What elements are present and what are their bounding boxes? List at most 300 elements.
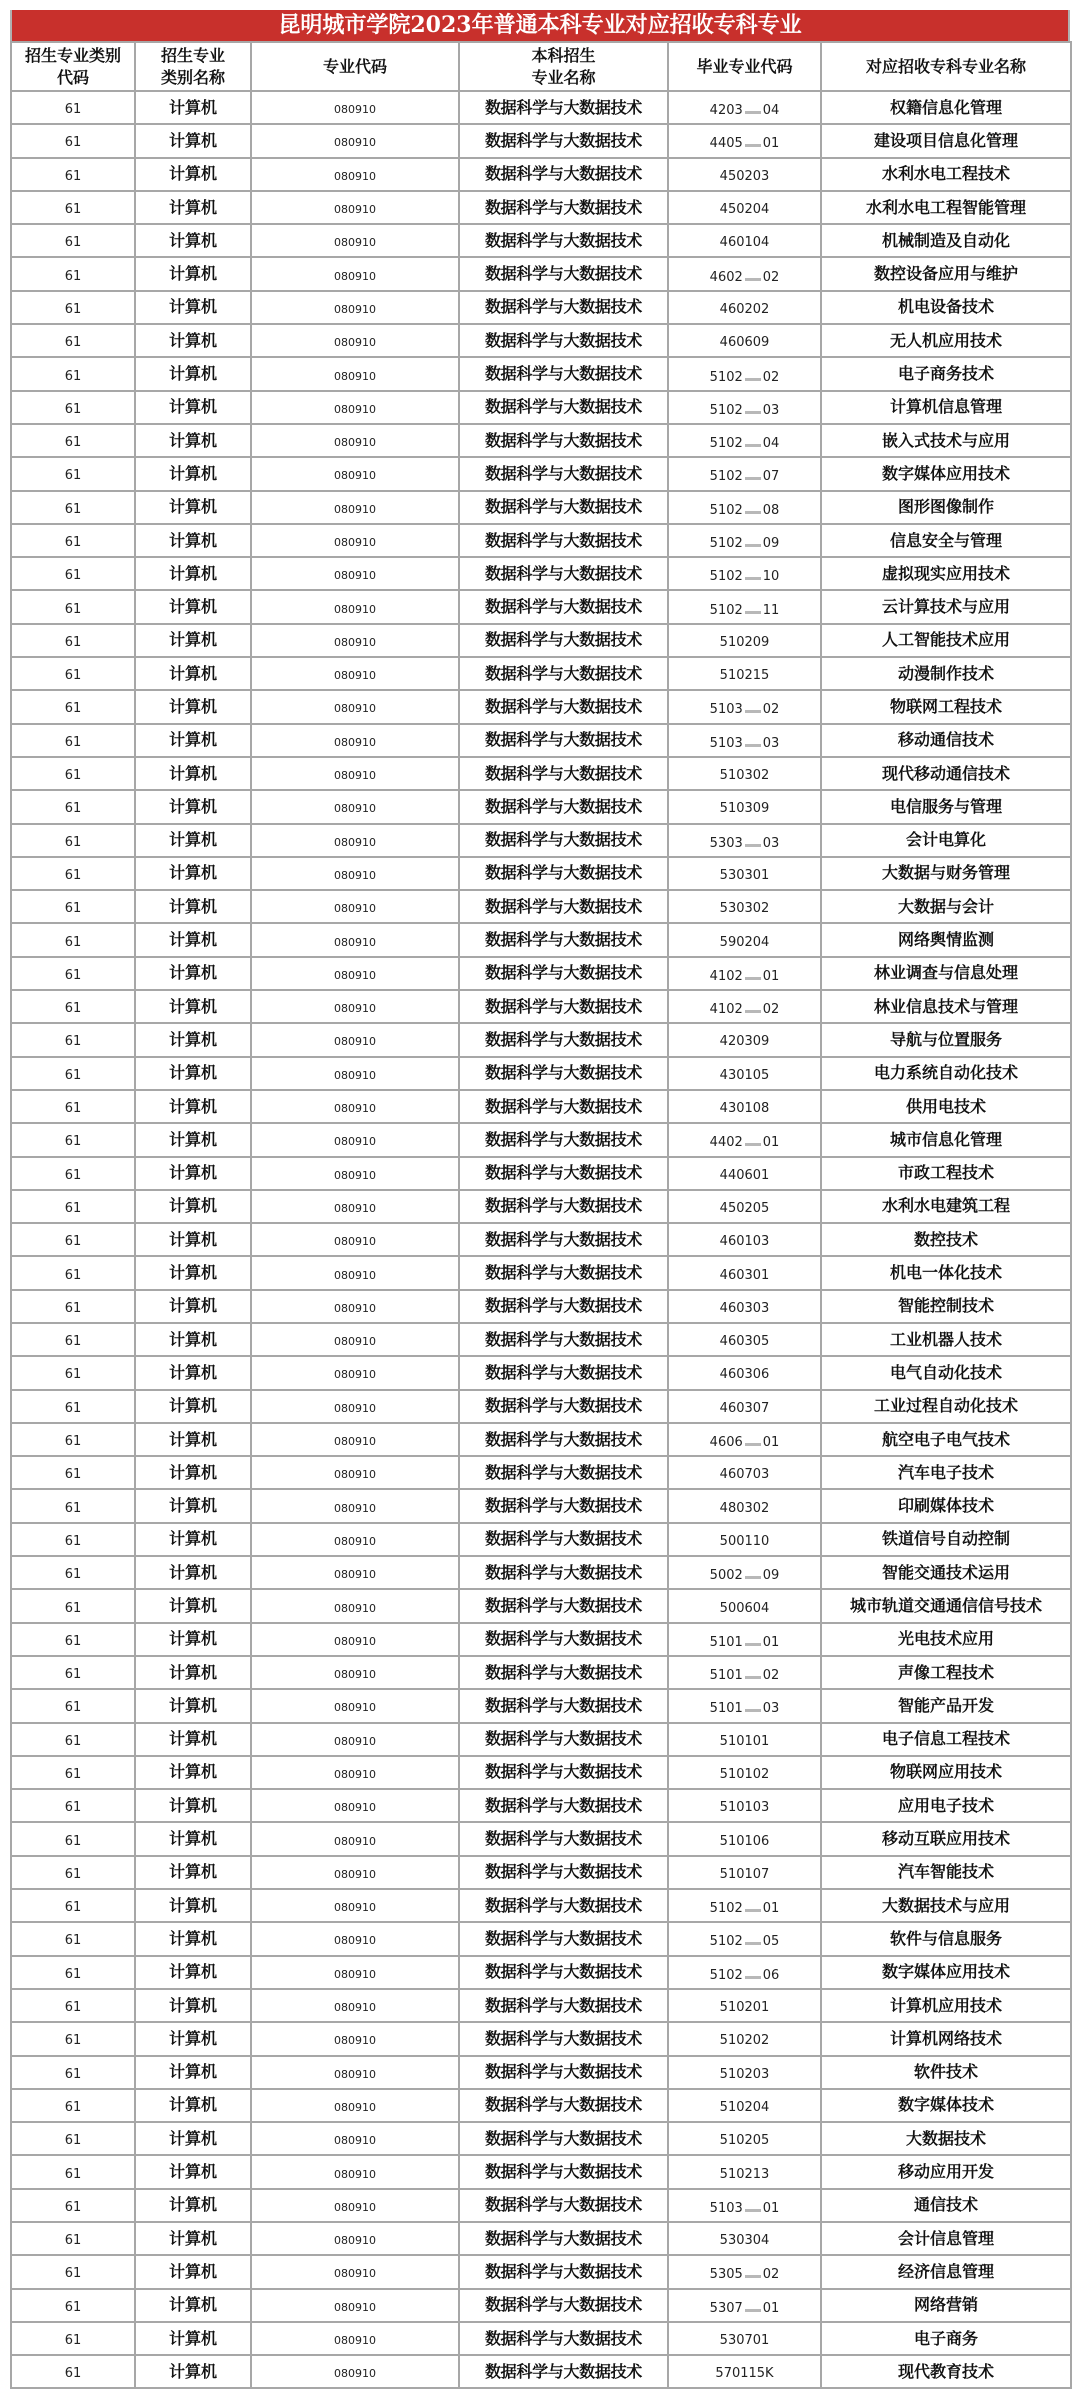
table-row bbox=[11, 158, 1071, 191]
category-name-cell: 计算机 bbox=[135, 1989, 251, 2022]
major-name-cell: 数据科学与大数据技术 bbox=[459, 2155, 668, 2188]
table-row bbox=[11, 524, 1071, 557]
major-name-cell: 数据科学与大数据技术 bbox=[459, 191, 668, 224]
major-code-cell: 080910 bbox=[251, 1723, 459, 1756]
category-name-cell: 计算机 bbox=[135, 1556, 251, 1589]
category-code-cell: 61 bbox=[11, 1523, 135, 1556]
college-major-name-cell: 会计电算化 bbox=[821, 824, 1071, 857]
header-college-major-name bbox=[821, 42, 1071, 91]
college-major-name-cell: 工业机器人技术 bbox=[821, 1323, 1071, 1356]
table-row bbox=[11, 191, 1071, 224]
major-name-cell: 数据科学与大数据技术 bbox=[459, 824, 668, 857]
major-code-cell: 080910 bbox=[251, 724, 459, 757]
major-code-cell: 080910 bbox=[251, 1290, 459, 1323]
code-blank bbox=[745, 1133, 761, 1146]
major-name-cell: 数据科学与大数据技术 bbox=[459, 890, 668, 923]
major-name-cell: 数据科学与大数据技术 bbox=[459, 1190, 668, 1223]
category-code-cell: 61 bbox=[11, 1057, 135, 1090]
grad-code-cell: 5102 02 bbox=[668, 357, 821, 390]
table-row bbox=[11, 2289, 1071, 2322]
table-row bbox=[11, 2022, 1071, 2055]
major-name-cell: 数据科学与大数据技术 bbox=[459, 1656, 668, 1689]
major-name-cell: 数据科学与大数据技术 bbox=[459, 491, 668, 524]
table-row bbox=[11, 1856, 1071, 1889]
major-code-cell: 080910 bbox=[251, 91, 459, 124]
category-name-cell: 计算机 bbox=[135, 1689, 251, 1722]
code-blank bbox=[745, 2265, 761, 2278]
category-code-cell: 61 bbox=[11, 91, 135, 124]
code-blank bbox=[745, 834, 761, 847]
table-row bbox=[11, 657, 1071, 690]
grad-code-cell: 4203 04 bbox=[668, 91, 821, 124]
category-code-cell: 61 bbox=[11, 957, 135, 990]
category-name-cell: 计算机 bbox=[135, 324, 251, 357]
major-name-cell: 数据科学与大数据技术 bbox=[459, 2289, 668, 2322]
code-blank bbox=[745, 401, 761, 414]
college-major-name-cell: 光电技术应用 bbox=[821, 1623, 1071, 1656]
college-major-name-cell: 印刷媒体技术 bbox=[821, 1489, 1071, 1522]
major-name-cell: 数据科学与大数据技术 bbox=[459, 1157, 668, 1190]
grad-code-cell: 450205 bbox=[668, 1190, 821, 1223]
category-code-cell: 61 bbox=[11, 1190, 135, 1223]
major-name-cell: 数据科学与大数据技术 bbox=[459, 1057, 668, 1090]
college-major-name-cell: 通信技术 bbox=[821, 2189, 1071, 2222]
grad-code-cell: 450204 bbox=[668, 191, 821, 224]
category-name-cell: 计算机 bbox=[135, 1789, 251, 1822]
major-code-cell: 080910 bbox=[251, 391, 459, 424]
major-name-cell: 数据科学与大数据技术 bbox=[459, 2222, 668, 2255]
table-body bbox=[11, 91, 1071, 2388]
category-code-cell: 61 bbox=[11, 124, 135, 157]
header-text: 类别名称 bbox=[160, 67, 225, 87]
table-row bbox=[11, 1256, 1071, 1289]
major-name-cell: 数据科学与大数据技术 bbox=[459, 724, 668, 757]
code-blank bbox=[745, 1699, 761, 1712]
college-major-name-cell: 动漫制作技术 bbox=[821, 657, 1071, 690]
table-row bbox=[11, 1290, 1071, 1323]
major-code-cell: 080910 bbox=[251, 257, 459, 290]
major-name-cell: 数据科学与大数据技术 bbox=[459, 1589, 668, 1622]
college-major-name-cell: 市政工程技术 bbox=[821, 1157, 1071, 1190]
major-name-cell: 数据科学与大数据技术 bbox=[459, 424, 668, 457]
category-name-cell: 计算机 bbox=[135, 224, 251, 257]
code-blank bbox=[745, 1666, 761, 1679]
college-major-name-cell: 机械制造及自动化 bbox=[821, 224, 1071, 257]
category-name-cell: 计算机 bbox=[135, 1922, 251, 1955]
table-row bbox=[11, 1623, 1071, 1656]
college-major-name-cell: 人工智能技术应用 bbox=[821, 624, 1071, 657]
major-code-cell: 080910 bbox=[251, 291, 459, 324]
major-code-cell: 080910 bbox=[251, 224, 459, 257]
category-code-cell: 61 bbox=[11, 824, 135, 857]
grad-code-cell: 5002 09 bbox=[668, 1556, 821, 1589]
major-code-cell: 080910 bbox=[251, 424, 459, 457]
code-blank bbox=[745, 1566, 761, 1579]
category-name-cell: 计算机 bbox=[135, 1390, 251, 1423]
category-code-cell: 61 bbox=[11, 2222, 135, 2255]
major-code-cell: 080910 bbox=[251, 2322, 459, 2355]
table-row bbox=[11, 957, 1071, 990]
category-name-cell: 计算机 bbox=[135, 2155, 251, 2188]
grad-code-cell: 510103 bbox=[668, 1789, 821, 1822]
major-code-cell: 080910 bbox=[251, 923, 459, 956]
category-code-cell: 61 bbox=[11, 690, 135, 723]
grad-code-cell: 460202 bbox=[668, 291, 821, 324]
major-code-cell: 080910 bbox=[251, 1523, 459, 1556]
category-code-cell: 61 bbox=[11, 1956, 135, 1989]
category-name-cell: 计算机 bbox=[135, 357, 251, 390]
grad-code-cell: 460303 bbox=[668, 1290, 821, 1323]
grad-code-cell: 5102 06 bbox=[668, 1956, 821, 1989]
category-code-cell: 61 bbox=[11, 2289, 135, 2322]
college-major-name-cell: 现代教育技术 bbox=[821, 2355, 1071, 2388]
grad-code-cell: 5305 02 bbox=[668, 2255, 821, 2288]
major-name-cell: 数据科学与大数据技术 bbox=[459, 657, 668, 690]
college-major-name-cell: 网络舆情监测 bbox=[821, 923, 1071, 956]
table-row bbox=[11, 923, 1071, 956]
grad-code-cell: 590204 bbox=[668, 923, 821, 956]
header-text: 专业名称 bbox=[531, 67, 596, 87]
college-major-name-cell: 铁道信号自动控制 bbox=[821, 1523, 1071, 1556]
major-name-cell: 数据科学与大数据技术 bbox=[459, 91, 668, 124]
grad-code-cell: 460307 bbox=[668, 1390, 821, 1423]
table-row bbox=[11, 990, 1071, 1023]
table-row bbox=[11, 1789, 1071, 1822]
major-code-cell: 080910 bbox=[251, 1356, 459, 1389]
code-blank bbox=[745, 1633, 761, 1646]
table-row bbox=[11, 257, 1071, 290]
category-code-cell: 61 bbox=[11, 2355, 135, 2388]
grad-code-cell: 5101 01 bbox=[668, 1623, 821, 1656]
grad-code-cell: 510213 bbox=[668, 2155, 821, 2188]
category-name-cell: 计算机 bbox=[135, 2122, 251, 2155]
category-code-cell: 61 bbox=[11, 158, 135, 191]
category-code-cell: 61 bbox=[11, 1323, 135, 1356]
table-row bbox=[11, 790, 1071, 823]
table-row bbox=[11, 1956, 1071, 1989]
table-row bbox=[11, 1090, 1071, 1123]
category-name-cell: 计算机 bbox=[135, 2089, 251, 2122]
major-name-cell: 数据科学与大数据技术 bbox=[459, 2022, 668, 2055]
category-code-cell: 61 bbox=[11, 857, 135, 890]
code-blank bbox=[745, 1000, 761, 1013]
header-text: 代码 bbox=[56, 67, 89, 87]
college-major-name-cell: 数控设备应用与维护 bbox=[821, 257, 1071, 290]
grad-code-cell: 440601 bbox=[668, 1157, 821, 1190]
table-row bbox=[11, 2056, 1071, 2089]
major-code-cell: 080910 bbox=[251, 1023, 459, 1056]
major-code-cell: 080910 bbox=[251, 624, 459, 657]
category-name-cell: 计算机 bbox=[135, 1190, 251, 1223]
table-row bbox=[11, 1423, 1071, 1456]
table-row bbox=[11, 224, 1071, 257]
grad-code-cell: 460104 bbox=[668, 224, 821, 257]
header-text: 对应招收专科专业名称 bbox=[865, 56, 1026, 76]
grad-code-cell: 510107 bbox=[668, 1856, 821, 1889]
grad-code-cell: 510215 bbox=[668, 657, 821, 690]
college-major-name-cell: 数字媒体应用技术 bbox=[821, 1956, 1071, 1989]
grad-code-cell: 460703 bbox=[668, 1456, 821, 1489]
major-code-cell: 080910 bbox=[251, 1489, 459, 1522]
category-code-cell: 61 bbox=[11, 1623, 135, 1656]
category-code-cell: 61 bbox=[11, 1789, 135, 1822]
grad-code-cell: 510101 bbox=[668, 1723, 821, 1756]
college-major-name-cell: 城市信息化管理 bbox=[821, 1123, 1071, 1156]
table-row bbox=[11, 424, 1071, 457]
college-major-name-cell: 智能交通技术运用 bbox=[821, 1556, 1071, 1589]
major-name-cell: 数据科学与大数据技术 bbox=[459, 1023, 668, 1056]
major-name-cell: 数据科学与大数据技术 bbox=[459, 1223, 668, 1256]
category-code-cell: 61 bbox=[11, 1290, 135, 1323]
table-row bbox=[11, 1356, 1071, 1389]
college-major-name-cell: 大数据技术 bbox=[821, 2122, 1071, 2155]
major-name-cell: 数据科学与大数据技术 bbox=[459, 1123, 668, 1156]
major-code-cell: 080910 bbox=[251, 790, 459, 823]
category-name-cell: 计算机 bbox=[135, 1356, 251, 1389]
grad-code-cell: 4405 01 bbox=[668, 124, 821, 157]
grad-code-cell: 460306 bbox=[668, 1356, 821, 1389]
college-major-name-cell: 电子商务技术 bbox=[821, 357, 1071, 390]
major-code-cell: 080910 bbox=[251, 1623, 459, 1656]
major-name-cell: 数据科学与大数据技术 bbox=[459, 2122, 668, 2155]
category-name-cell: 计算机 bbox=[135, 590, 251, 623]
category-name-cell: 计算机 bbox=[135, 457, 251, 490]
table-row bbox=[11, 690, 1071, 723]
category-code-cell: 61 bbox=[11, 757, 135, 790]
category-name-cell: 计算机 bbox=[135, 1956, 251, 1989]
table-row bbox=[11, 1123, 1071, 1156]
college-major-name-cell: 经济信息管理 bbox=[821, 2255, 1071, 2288]
grad-code-cell: 530301 bbox=[668, 857, 821, 890]
major-code-cell: 080910 bbox=[251, 2022, 459, 2055]
grad-code-cell: 450203 bbox=[668, 158, 821, 191]
table-row bbox=[11, 2355, 1071, 2388]
college-major-name-cell: 航空电子电气技术 bbox=[821, 1423, 1071, 1456]
college-major-name-cell: 机电一体化技术 bbox=[821, 1256, 1071, 1289]
grad-code-cell: 5102 10 bbox=[668, 557, 821, 590]
header-text: 专业代码 bbox=[322, 56, 387, 76]
table-row bbox=[11, 457, 1071, 490]
category-name-cell: 计算机 bbox=[135, 257, 251, 290]
major-name-cell: 数据科学与大数据技术 bbox=[459, 1323, 668, 1356]
code-blank bbox=[745, 1433, 761, 1446]
category-name-cell: 计算机 bbox=[135, 424, 251, 457]
category-code-cell: 61 bbox=[11, 324, 135, 357]
major-code-cell: 080910 bbox=[251, 324, 459, 357]
major-code-cell: 080910 bbox=[251, 124, 459, 157]
category-name-cell: 计算机 bbox=[135, 124, 251, 157]
major-name-cell: 数据科学与大数据技术 bbox=[459, 1290, 668, 1323]
major-name-cell: 数据科学与大数据技术 bbox=[459, 158, 668, 191]
major-name-cell: 数据科学与大数据技术 bbox=[459, 1889, 668, 1922]
table-row bbox=[11, 1456, 1071, 1489]
college-major-name-cell: 供用电技术 bbox=[821, 1090, 1071, 1123]
category-code-cell: 61 bbox=[11, 590, 135, 623]
major-code-cell: 080910 bbox=[251, 2122, 459, 2155]
grad-code-cell: 4402 01 bbox=[668, 1123, 821, 1156]
category-name-cell: 计算机 bbox=[135, 158, 251, 191]
college-major-name-cell: 林业调查与信息处理 bbox=[821, 957, 1071, 990]
category-name-cell: 计算机 bbox=[135, 1489, 251, 1522]
table-row bbox=[11, 557, 1071, 590]
header-text: 招生专业 bbox=[160, 45, 225, 65]
major-code-cell: 080910 bbox=[251, 1390, 459, 1423]
major-code-cell: 080910 bbox=[251, 1856, 459, 1889]
table-row bbox=[11, 1523, 1071, 1556]
table-row bbox=[11, 1922, 1071, 1955]
table-row bbox=[11, 2255, 1071, 2288]
college-major-name-cell: 水利水电工程技术 bbox=[821, 158, 1071, 191]
category-code-cell: 61 bbox=[11, 524, 135, 557]
category-name-cell: 计算机 bbox=[135, 557, 251, 590]
category-code-cell: 61 bbox=[11, 1223, 135, 1256]
code-blank bbox=[745, 268, 761, 281]
college-major-name-cell: 移动通信技术 bbox=[821, 724, 1071, 757]
college-major-name-cell: 城市轨道交通通信信号技术 bbox=[821, 1589, 1071, 1622]
category-name-cell: 计算机 bbox=[135, 491, 251, 524]
major-code-cell: 080910 bbox=[251, 890, 459, 923]
category-code-cell: 61 bbox=[11, 2122, 135, 2155]
major-name-cell: 数据科学与大数据技术 bbox=[459, 2089, 668, 2122]
major-name-cell: 数据科学与大数据技术 bbox=[459, 324, 668, 357]
major-code-cell: 080910 bbox=[251, 2355, 459, 2388]
table-row bbox=[11, 2122, 1071, 2155]
major-name-cell: 数据科学与大数据技术 bbox=[459, 1256, 668, 1289]
major-code-cell: 080910 bbox=[251, 457, 459, 490]
major-name-cell: 数据科学与大数据技术 bbox=[459, 2355, 668, 2388]
category-name-cell: 计算机 bbox=[135, 1223, 251, 1256]
major-name-cell: 数据科学与大数据技术 bbox=[459, 1723, 668, 1756]
grad-code-cell: 460305 bbox=[668, 1323, 821, 1356]
category-code-cell: 61 bbox=[11, 2056, 135, 2089]
college-major-name-cell: 大数据与会计 bbox=[821, 890, 1071, 923]
category-name-cell: 计算机 bbox=[135, 1090, 251, 1123]
grad-code-cell: 5103 01 bbox=[668, 2189, 821, 2222]
grad-code-cell: 460301 bbox=[668, 1256, 821, 1289]
category-code-cell: 61 bbox=[11, 923, 135, 956]
college-major-name-cell: 数字媒体技术 bbox=[821, 2089, 1071, 2122]
category-name-cell: 计算机 bbox=[135, 1856, 251, 1889]
major-code-cell: 080910 bbox=[251, 2089, 459, 2122]
grad-code-cell: 510202 bbox=[668, 2022, 821, 2055]
major-code-cell: 080910 bbox=[251, 2289, 459, 2322]
college-major-name-cell: 电子商务 bbox=[821, 2322, 1071, 2355]
major-name-cell: 数据科学与大数据技术 bbox=[459, 1856, 668, 1889]
major-name-cell: 数据科学与大数据技术 bbox=[459, 1756, 668, 1789]
document bbox=[10, 10, 1070, 2389]
category-name-cell: 计算机 bbox=[135, 1889, 251, 1922]
major-name-cell: 数据科学与大数据技术 bbox=[459, 1356, 668, 1389]
table-row bbox=[11, 357, 1071, 390]
major-name-cell: 数据科学与大数据技术 bbox=[459, 224, 668, 257]
table-row bbox=[11, 124, 1071, 157]
grad-code-cell: 510205 bbox=[668, 2122, 821, 2155]
category-code-cell: 61 bbox=[11, 1356, 135, 1389]
major-code-cell: 080910 bbox=[251, 1889, 459, 1922]
category-code-cell: 61 bbox=[11, 1856, 135, 1889]
college-major-name-cell: 水利水电建筑工程 bbox=[821, 1190, 1071, 1223]
grad-code-cell: 530302 bbox=[668, 890, 821, 923]
major-code-cell: 080910 bbox=[251, 1989, 459, 2022]
category-name-cell: 计算机 bbox=[135, 757, 251, 790]
code-blank bbox=[745, 1899, 761, 1912]
major-code-cell: 080910 bbox=[251, 1956, 459, 1989]
code-blank bbox=[745, 700, 761, 713]
grad-code-cell: 5102 05 bbox=[668, 1922, 821, 1955]
major-name-cell: 数据科学与大数据技术 bbox=[459, 2322, 668, 2355]
grad-code-cell: 500110 bbox=[668, 1523, 821, 1556]
grad-code-cell: 5102 07 bbox=[668, 457, 821, 490]
table-row bbox=[11, 824, 1071, 857]
category-name-cell: 计算机 bbox=[135, 2189, 251, 2222]
code-blank bbox=[745, 734, 761, 747]
table-row bbox=[11, 1989, 1071, 2022]
category-code-cell: 61 bbox=[11, 1723, 135, 1756]
major-name-cell: 数据科学与大数据技术 bbox=[459, 624, 668, 657]
grad-code-cell: 5307 01 bbox=[668, 2289, 821, 2322]
college-major-name-cell: 信息安全与管理 bbox=[821, 524, 1071, 557]
major-name-cell: 数据科学与大数据技术 bbox=[459, 690, 668, 723]
grad-code-cell: 5102 04 bbox=[668, 424, 821, 457]
table-title: 昆明城市学院2023年普通本科专业对应招收专科专业 bbox=[10, 10, 1070, 41]
category-code-cell: 61 bbox=[11, 2022, 135, 2055]
college-major-name-cell: 会计信息管理 bbox=[821, 2222, 1071, 2255]
grad-code-cell: 4102 01 bbox=[668, 957, 821, 990]
category-code-cell: 61 bbox=[11, 224, 135, 257]
table-row bbox=[11, 590, 1071, 623]
category-code-cell: 61 bbox=[11, 2155, 135, 2188]
category-code-cell: 61 bbox=[11, 1656, 135, 1689]
category-name-cell: 计算机 bbox=[135, 957, 251, 990]
table-row bbox=[11, 890, 1071, 923]
grad-code-cell: 5102 03 bbox=[668, 391, 821, 424]
category-code-cell: 61 bbox=[11, 1689, 135, 1722]
major-name-cell: 数据科学与大数据技术 bbox=[459, 2255, 668, 2288]
major-name-cell: 数据科学与大数据技术 bbox=[459, 1822, 668, 1855]
major-code-cell: 080910 bbox=[251, 857, 459, 890]
category-code-cell: 61 bbox=[11, 624, 135, 657]
college-major-name-cell: 图形图像制作 bbox=[821, 491, 1071, 524]
table-row bbox=[11, 624, 1071, 657]
college-major-name-cell: 电信服务与管理 bbox=[821, 790, 1071, 823]
table-row bbox=[11, 1822, 1071, 1855]
major-code-cell: 080910 bbox=[251, 158, 459, 191]
code-blank bbox=[745, 501, 761, 514]
table-row bbox=[11, 1489, 1071, 1522]
major-code-cell: 080910 bbox=[251, 1157, 459, 1190]
category-name-cell: 计算机 bbox=[135, 191, 251, 224]
category-code-cell: 61 bbox=[11, 1456, 135, 1489]
table-row bbox=[11, 91, 1071, 124]
table-row bbox=[11, 1889, 1071, 1922]
college-major-name-cell: 现代移动通信技术 bbox=[821, 757, 1071, 790]
category-name-cell: 计算机 bbox=[135, 790, 251, 823]
category-code-cell: 61 bbox=[11, 291, 135, 324]
college-major-name-cell: 物联网工程技术 bbox=[821, 690, 1071, 723]
category-code-cell: 61 bbox=[11, 491, 135, 524]
category-code-cell: 61 bbox=[11, 1822, 135, 1855]
grad-code-cell: 4102 02 bbox=[668, 990, 821, 1023]
category-name-cell: 计算机 bbox=[135, 824, 251, 857]
major-name-cell: 数据科学与大数据技术 bbox=[459, 1523, 668, 1556]
major-name-cell: 数据科学与大数据技术 bbox=[459, 1989, 668, 2022]
grad-code-cell: 5103 02 bbox=[668, 690, 821, 723]
major-name-cell: 数据科学与大数据技术 bbox=[459, 1956, 668, 1989]
major-code-cell: 080910 bbox=[251, 1423, 459, 1456]
college-major-name-cell: 数字媒体应用技术 bbox=[821, 457, 1071, 490]
category-name-cell: 计算机 bbox=[135, 2355, 251, 2388]
major-name-cell: 数据科学与大数据技术 bbox=[459, 1489, 668, 1522]
